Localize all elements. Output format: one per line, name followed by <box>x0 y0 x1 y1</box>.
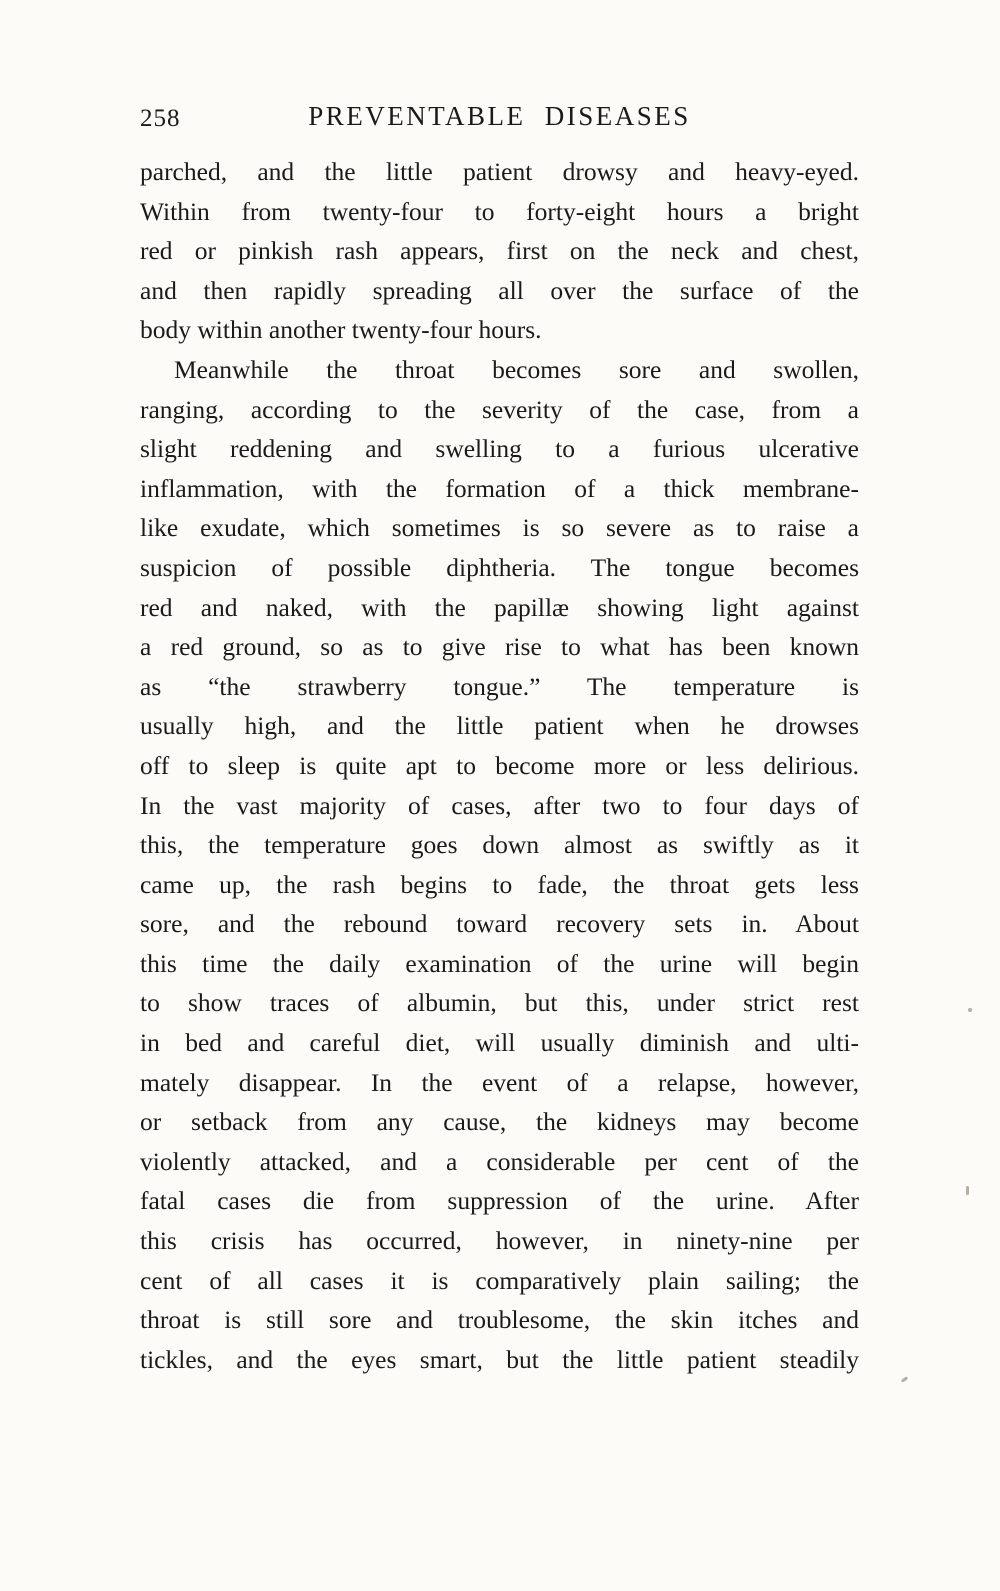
text-line: mately disappear. In the event of a relapse, however, <box>140 1067 859 1097</box>
text-line: usually high, and the little patient when he drowses <box>140 711 859 741</box>
page-number: 258 <box>140 105 181 132</box>
text-line: and then rapidly spreading all over the surface of the <box>140 275 859 305</box>
text-line: off to sleep is quite apt to become more or less delirious. <box>140 750 859 780</box>
text-line: this crisis has occurred, however, in ninety-nine per <box>140 1226 859 1256</box>
text-line: red and naked, with the papillæ showing light against <box>140 592 859 622</box>
text-line: like exudate, which sometimes is so severe as to raise a <box>140 513 859 543</box>
scan-speck <box>966 1186 969 1195</box>
text-line: throat is still sore and troublesome, the skin itches and <box>140 1305 859 1335</box>
text-line: suspicion of possible diphtheria. The tongue becomes <box>140 552 859 582</box>
text-line: as “the strawberry tongue.” The temperature is <box>140 671 859 701</box>
text-line: slight reddening and swelling to a furious ulcerative <box>140 434 859 464</box>
text-line: parched, and the little patient drowsy and heavy-eyed. <box>140 157 859 186</box>
text-line: fatal cases die from suppression of the urine. After <box>140 1186 859 1216</box>
text-line: to show traces of albumin, but this, under strict rest <box>140 988 859 1018</box>
text-line: sore, and the rebound toward recovery sets in. About <box>140 909 859 939</box>
text-line: in bed and careful diet, will usually diminish and ulti- <box>140 1028 859 1058</box>
text-line: inflammation, with the formation of a thick membrane- <box>140 473 859 503</box>
scan-speck <box>901 1376 908 1382</box>
text-line: In the vast majority of cases, after two to four days of <box>140 790 859 820</box>
text-block <box>140 152 859 1379</box>
text-line: Within from twenty-four to forty-eight hours a bright <box>140 196 859 226</box>
text-line: Meanwhile the throat becomes sore and swollen, <box>174 354 859 384</box>
text-line: a red ground, so as to give rise to what has been known <box>140 632 859 662</box>
running-title: PREVENTABLE DISEASES <box>308 101 691 131</box>
scan-speck <box>968 1008 972 1012</box>
text-line: body within another twenty-four hours. <box>140 315 542 345</box>
text-line: came up, the rash begins to fade, the throat gets less <box>140 869 859 899</box>
text-line: red or pinkish rash appears, first on the neck and chest, <box>140 236 859 266</box>
text-line: or setback from any cause, the kidneys may become <box>140 1107 859 1137</box>
page-header <box>140 101 859 135</box>
text-line: this, the temperature goes down almost as swiftly as it <box>140 830 859 860</box>
text-line: cent of all cases it is comparatively plain sailing; the <box>140 1265 859 1295</box>
text-line: violently attacked, and a considerable per cent of the <box>140 1146 859 1176</box>
text-line: tickles, and the eyes smart, but the little patient steadily <box>140 1344 859 1374</box>
text-line: this time the daily examination of the urine will begin <box>140 948 859 978</box>
text-line: ranging, according to the severity of the case, from a <box>140 394 859 424</box>
